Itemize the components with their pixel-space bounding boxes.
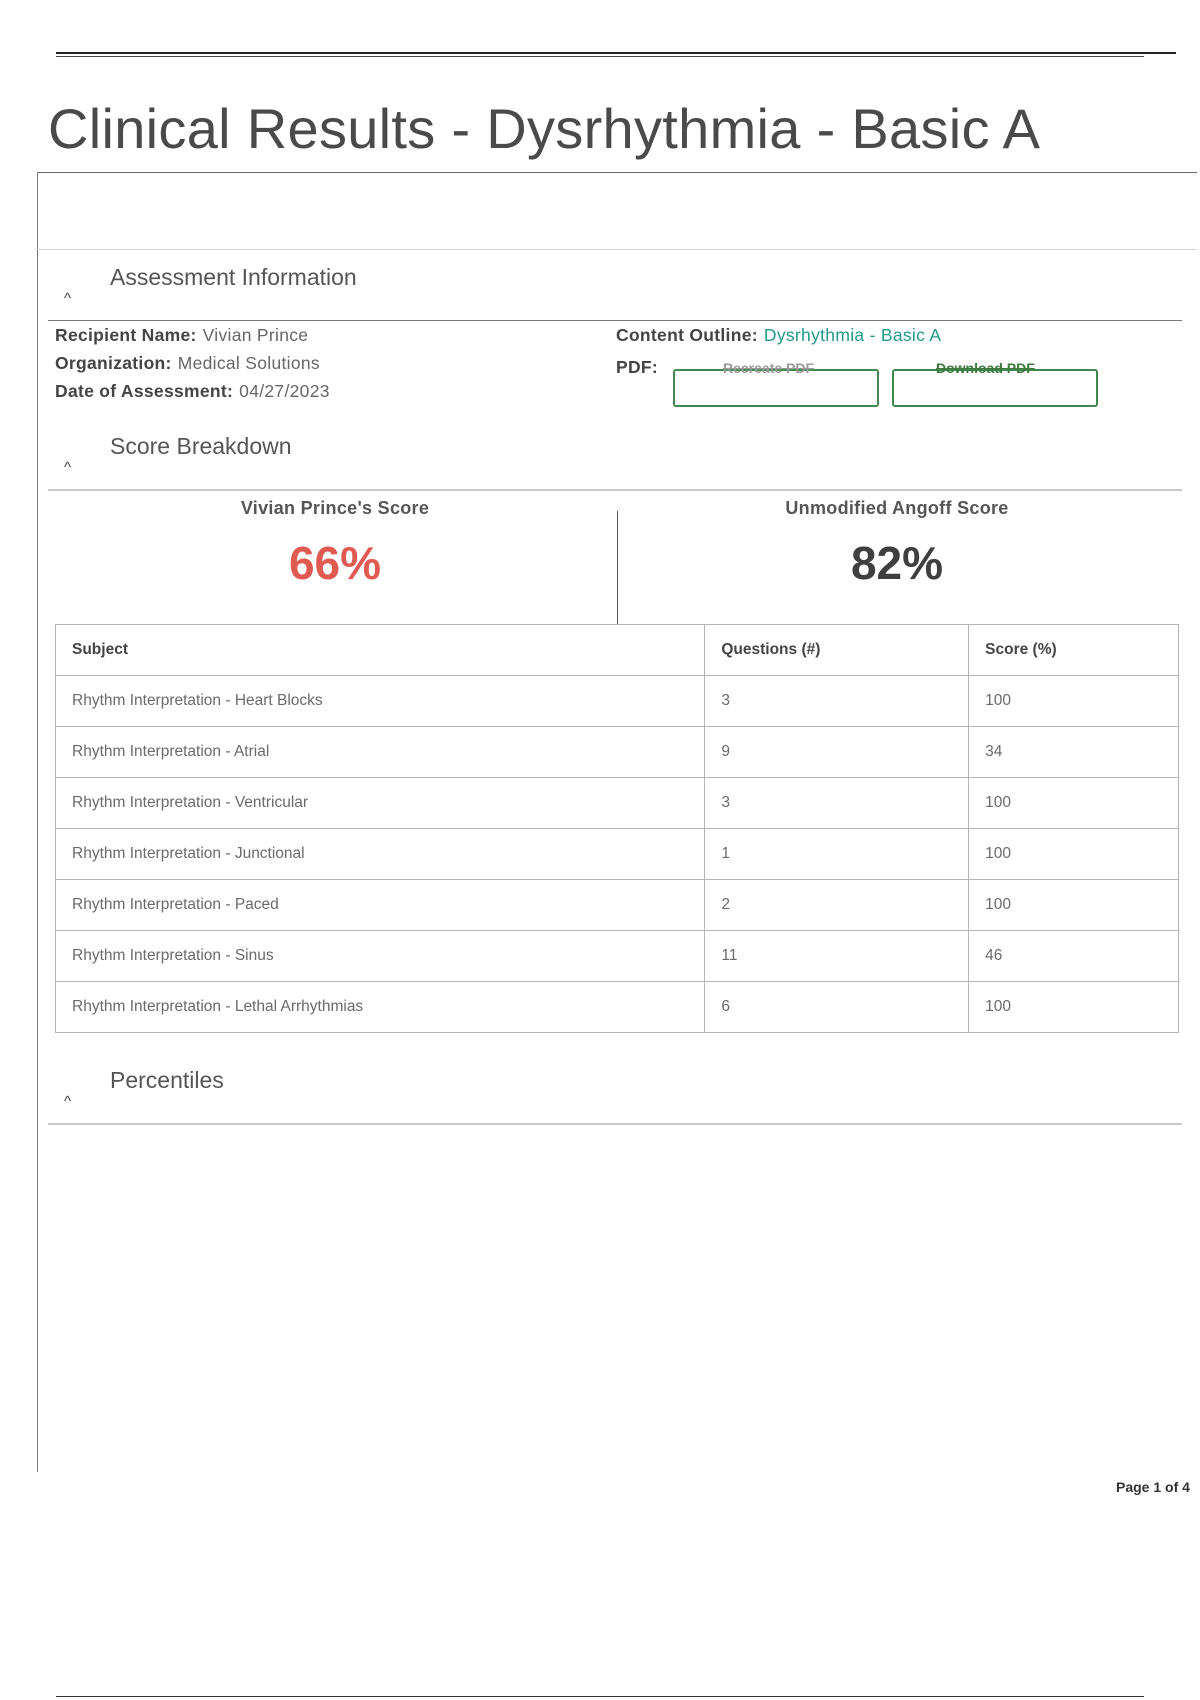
date-line bbox=[55, 381, 330, 402]
date-label: Date of Assessment: bbox=[55, 381, 234, 401]
score-divider bbox=[617, 511, 618, 624]
collapse-caret-icon[interactable]: ^ bbox=[64, 1093, 72, 1110]
content-outline-line bbox=[616, 325, 941, 346]
candidate-score-label: Vivian Prince's Score bbox=[240, 498, 430, 518]
score-cell: 100 bbox=[969, 829, 1179, 880]
assessment-section-rule bbox=[48, 320, 1182, 321]
angoff-score-label: Unmodified Angoff Score bbox=[785, 498, 1009, 518]
score-cell: 100 bbox=[969, 676, 1179, 727]
collapse-caret-icon[interactable]: ^ bbox=[64, 459, 72, 476]
candidate-score-value: 66% bbox=[288, 537, 382, 589]
questions-cell: 3 bbox=[705, 778, 969, 829]
table-row bbox=[56, 778, 1179, 829]
score-cell: 46 bbox=[969, 931, 1179, 982]
organization-label: Organization: bbox=[55, 353, 172, 373]
recipient-line bbox=[55, 325, 308, 346]
questions-cell: 9 bbox=[705, 727, 969, 778]
questions-cell: 3 bbox=[705, 676, 969, 727]
score-column-header: Score (%) bbox=[969, 625, 1179, 676]
title-underline bbox=[37, 172, 1197, 173]
header-band-rule bbox=[37, 249, 1197, 250]
score-breakdown-rule bbox=[48, 489, 1182, 491]
subject-cell: Rhythm Interpretation - Junctional bbox=[56, 829, 705, 880]
recipient-value: Vivian Prince bbox=[202, 325, 309, 345]
page-title: Clinical Results - Dysrhythmia - Basic A bbox=[48, 97, 1041, 160]
questions-cell: 6 bbox=[705, 982, 969, 1033]
subject-column-header: Subject bbox=[56, 625, 705, 676]
subject-cell: Rhythm Interpretation - Atrial bbox=[56, 727, 705, 778]
questions-cell: 11 bbox=[705, 931, 969, 982]
percentiles-title: Percentiles bbox=[110, 1067, 224, 1093]
content-frame-border bbox=[37, 172, 38, 1472]
top-rule-secondary bbox=[56, 56, 1144, 57]
pdf-label: PDF: bbox=[616, 357, 659, 377]
score-cell: 34 bbox=[969, 727, 1179, 778]
angoff-score-value: 82% bbox=[850, 537, 944, 589]
download-pdf-label: Download PDF bbox=[936, 360, 1035, 376]
organization-line bbox=[55, 353, 320, 374]
questions-cell: 2 bbox=[705, 880, 969, 931]
organization-value: Medical Solutions bbox=[177, 353, 320, 373]
subject-cell: Rhythm Interpretation - Lethal Arrhythmias bbox=[56, 982, 705, 1033]
page-number: Page 1 of 4 bbox=[1116, 1479, 1190, 1495]
collapse-caret-icon[interactable]: ^ bbox=[64, 290, 72, 307]
top-rule bbox=[56, 52, 1176, 54]
subject-results-table bbox=[55, 624, 1179, 1033]
content-outline-link[interactable]: Dysrhythmia - Basic A bbox=[763, 325, 942, 345]
table-row bbox=[56, 829, 1179, 880]
score-cell: 100 bbox=[969, 778, 1179, 829]
table-row bbox=[56, 676, 1179, 727]
score-cell: 100 bbox=[969, 982, 1179, 1033]
table-header-row bbox=[56, 625, 1179, 676]
questions-cell: 1 bbox=[705, 829, 969, 880]
percentiles-rule bbox=[48, 1123, 1182, 1125]
subject-cell: Rhythm Interpretation - Paced bbox=[56, 880, 705, 931]
subject-cell: Rhythm Interpretation - Heart Blocks bbox=[56, 676, 705, 727]
recreate-pdf-label: Recreate PDF bbox=[723, 360, 815, 376]
assessment-section-title: Assessment Information bbox=[110, 264, 357, 290]
table-row bbox=[56, 880, 1179, 931]
questions-column-header: Questions (#) bbox=[705, 625, 969, 676]
content-outline-label: Content Outline: bbox=[616, 325, 758, 345]
subject-cell: Rhythm Interpretation - Sinus bbox=[56, 931, 705, 982]
table-row bbox=[56, 931, 1179, 982]
pdf-line bbox=[616, 357, 664, 378]
subject-cell: Rhythm Interpretation - Ventricular bbox=[56, 778, 705, 829]
table-row bbox=[56, 727, 1179, 778]
date-value: 04/27/2023 bbox=[239, 381, 330, 401]
bottom-rule bbox=[56, 1696, 1144, 1697]
recipient-label: Recipient Name: bbox=[55, 325, 197, 345]
score-cell: 100 bbox=[969, 880, 1179, 931]
table-row bbox=[56, 982, 1179, 1033]
score-breakdown-title: Score Breakdown bbox=[110, 433, 292, 459]
